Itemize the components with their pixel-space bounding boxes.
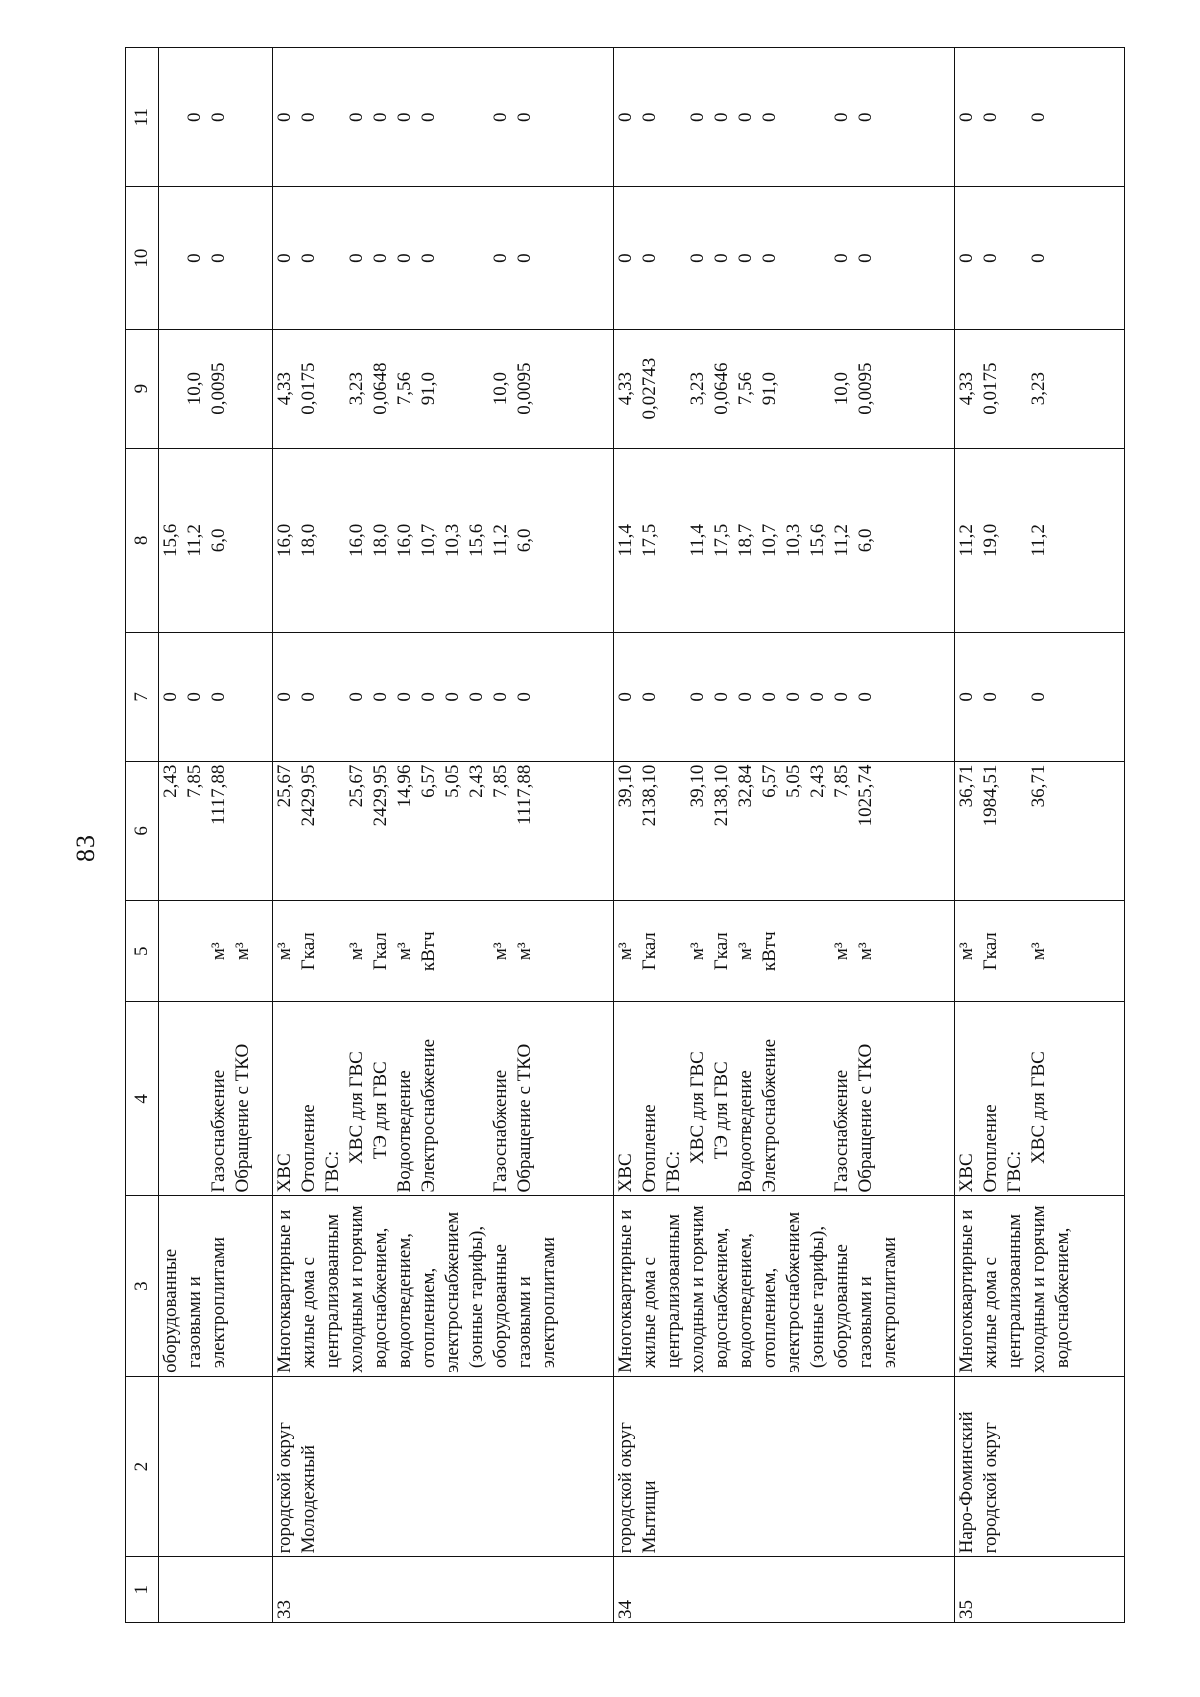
housing-category: оборудованные газовыми и электроплитами xyxy=(159,1196,273,1376)
unit-list: м³ Гкал м³ Гкал м³ кВтч м³ м³ xyxy=(614,901,955,1002)
row-number: 33 xyxy=(273,1557,614,1623)
header-col-9: 9 xyxy=(126,329,159,448)
header-col-10: 10 xyxy=(126,187,159,329)
header-col-11: 11 xyxy=(126,48,159,187)
row-number xyxy=(159,1557,273,1623)
col11-values: 0 0 0 0 0 0 0 0 xyxy=(273,48,614,187)
housing-category: Многоквартирные и жилые дома с централизованным холодным и горячим водоснабжением, xyxy=(955,1196,1125,1376)
header-col-3: 3 xyxy=(126,1196,159,1376)
page-number: 83 xyxy=(71,834,100,862)
col9-values: 4,33 0,02743 3,23 0,0646 7,56 91,0 10,0 0,0095 xyxy=(614,329,955,448)
header-col-6: 6 xyxy=(126,761,159,900)
col9-values: 4,33 0,0175 3,23 0,0648 7,56 91,0 10,0 0,0095 xyxy=(273,329,614,448)
header-col-7: 7 xyxy=(126,633,159,762)
header-row xyxy=(126,48,159,1623)
tariff-table xyxy=(125,47,1125,1623)
housing-category: Многоквартирные и жилые дома с централизованным холодным и горячим водоснабжением, водоотведением, отоплением, электроснабжением (зонные тарифы), оборудованные газовыми и электроплитами xyxy=(273,1196,614,1376)
col9-values: 10,0 0,0095 xyxy=(159,329,273,448)
col6-values: 39,10 2138,10 39,10 2138,10 32,84 6,57 5,05 2,43 7,85 1025,74 xyxy=(614,761,955,900)
col7-values: 0 0 0 0 0 0 0 0 0 0 xyxy=(273,633,614,762)
table-row xyxy=(159,48,273,1623)
col7-values: 0 0 0 xyxy=(159,633,273,762)
tariff-table-wrapper xyxy=(125,47,1125,1623)
unit-list: м³ Гкал м³ Гкал м³ кВтч м³ м³ xyxy=(273,901,614,1002)
col8-values: 16,0 18,0 16,0 18,0 16,0 10,7 10,3 15,6 11,2 6,0 xyxy=(273,448,614,633)
col10-values: 0 0 xyxy=(159,187,273,329)
region-name: городской округ Мытищи xyxy=(614,1376,955,1556)
col10-values: 0 0 0 0 0 0 0 0 xyxy=(614,187,955,329)
col9-values: 4,33 0,0175 3,23 xyxy=(955,329,1125,448)
col7-values: 0 0 0 xyxy=(955,633,1125,762)
service-list: ХВС Отопление ГВС: ХВС для ГВС ТЭ для ГВС Водоотведение Электроснабжение Газоснабжение Обращение с ТКО xyxy=(273,1002,614,1196)
region-name: Наро-Фоминский городской округ xyxy=(955,1376,1125,1556)
col11-values: 0 0 xyxy=(159,48,273,187)
service-list: ХВС Отопление ГВС: ХВС для ГВС ТЭ для ГВС Водоотведение Электроснабжение Газоснабжение Обращение с ТКО xyxy=(614,1002,955,1196)
col8-values: 15,6 11,2 6,0 xyxy=(159,448,273,633)
row-number: 34 xyxy=(614,1557,955,1623)
col10-values: 0 0 0 0 0 0 0 0 xyxy=(273,187,614,329)
col6-values: 2,43 7,85 1117,88 xyxy=(159,761,273,900)
header-col-4: 4 xyxy=(126,1002,159,1196)
header-col-1: 1 xyxy=(126,1557,159,1623)
header-col-5: 5 xyxy=(126,901,159,1002)
table-row xyxy=(614,48,955,1623)
housing-category: Многоквартирные и жилые дома с централизованным холодным и горячим водоснабжением, водоотведением, отоплением, электроснабжением (зонные тарифы), оборудованные газовыми и электроплитами xyxy=(614,1196,955,1376)
header-col-8: 8 xyxy=(126,448,159,633)
col11-values: 0 0 0 xyxy=(955,48,1125,187)
col6-values: 25,67 2429,95 25,67 2429,95 14,96 6,57 5,05 2,43 7,85 1117,88 xyxy=(273,761,614,900)
col11-values: 0 0 0 0 0 0 0 0 xyxy=(614,48,955,187)
service-list: Газоснабжение Обращение с ТКО xyxy=(159,1002,273,1196)
unit-list: м³ Гкал м³ xyxy=(955,901,1125,1002)
table-row xyxy=(273,48,614,1623)
header-col-2: 2 xyxy=(126,1376,159,1556)
table-row xyxy=(955,48,1125,1623)
service-list: ХВС Отопление ГВС: ХВС для ГВС xyxy=(955,1002,1125,1196)
unit-list: м³ м³ xyxy=(159,901,273,1002)
col8-values: 11,2 19,0 11,2 xyxy=(955,448,1125,633)
col7-values: 0 0 0 0 0 0 0 0 0 0 xyxy=(614,633,955,762)
region-name: городской округ Молодежный xyxy=(273,1376,614,1556)
region-name xyxy=(159,1376,273,1556)
col8-values: 11,4 17,5 11,4 17,5 18,7 10,7 10,3 15,6 11,2 6,0 xyxy=(614,448,955,633)
col10-values: 0 0 0 xyxy=(955,187,1125,329)
row-number: 35 xyxy=(955,1557,1125,1623)
col6-values: 36,71 1984,51 36,71 xyxy=(955,761,1125,900)
